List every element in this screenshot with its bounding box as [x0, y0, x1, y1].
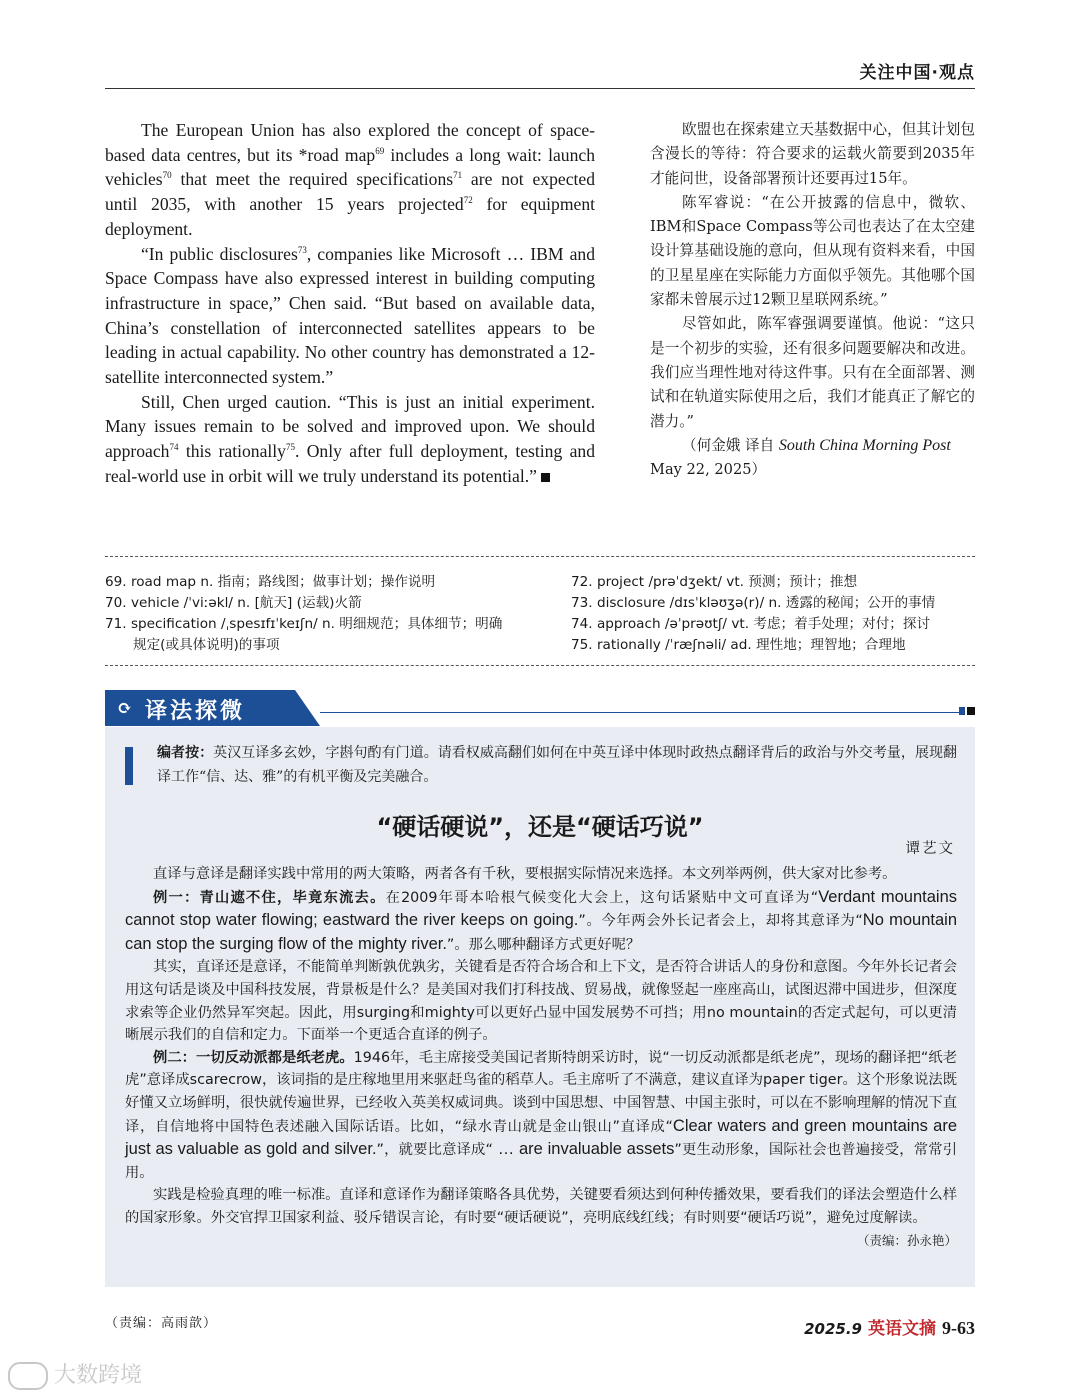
page-footer — [804, 1314, 975, 1339]
banner-line — [320, 712, 961, 713]
watermark — [8, 1358, 142, 1390]
section-title: 关注中国·观点 — [859, 63, 975, 83]
article-paragraph: 例一：青山遮不住，毕竟东流去。在2009年哥本哈根气候变化大会上，这句话紧贴中文可直译为“Verdant mountains cannot stop water flowing; eastward the river keeps on going.”。今年两会外长记者会上，却将其意译为“No mountain can stop the surging flow of the mighty river.”。那么哪种翻译方式更好呢？ — [125, 887, 958, 953]
header-rule — [105, 88, 975, 89]
article-paragraph: 其实，直译还是意译，不能简单判断孰优孰劣，关键看是否符合场合和上下文，是否符合讲话人的身份和意图。今年外长记者会用这句话是谈及中国科技发展，背景板是什么？是美国对我们打科技战、贸易战，就像竖起一座座高山，试图迟滞中国进步，但深度求索等企业仍然异军突起。因此，用surging和mighty可以更好凸显中国发展势不可挡；用no mountain的否定式起句，可以更清晰展示我们的自信和定力。下面举一个更适合直译的例子。 — [125, 959, 957, 1044]
english-paragraph-2: “In public disclosures$^{73}$, companies like Microsoft … IBM and Space Compass have also expressed interest in building computing infrastructure in space,” Chen said. “But based on available data, China’s constellation of interconnected satellites appears to be leading in actual capability. No other country has demonstrated a 12-satellite interconnected system.” — [105, 243, 596, 388]
article-paragraph: 例二：一切反动派都是纸老虎。1946年，毛主席接受美国记者斯特朗采访时，说“一切反动派都是纸老虎”，现场的翻译把“纸老虎”意译成scarecrow，该词指的是庄稼地里用来驱赶鸟雀的稻草人。毛主席听了不满意，建议直译为paper tiger。这个形象说法既好懂又立场鲜明，很快就传遍世界，已经收入英美权威词典。谈到中国思想、中国智慧、中国主张时，可以在不影响理解的情况下直译，自信地将中国特色表述融入国际话语。比如，“绿水青山就是金山银山”直译成“Clear waters and green mountains are just as valuable as gold and silver.”，就要比意译成“ … are invaluable assets”更生动形象，国际社会也普遍接受，常常引用。 — [125, 1049, 957, 1181]
feature-box — [105, 727, 975, 1287]
divider-bottom — [105, 665, 975, 666]
article-paragraph: 直译与意译是翻译实践中常用的两大策略，两者各有千秋，要根据实际情况来选择。本文列举两例，供大家对比参考。 — [153, 866, 897, 882]
vocab-item: 71. specification /ˌspesɪfɪˈkeɪʃn/ n. 明细规范；具体细节；明确 — [105, 616, 503, 632]
page-number: 9-63 — [942, 1318, 975, 1338]
refresh-arrows-icon: ⟳ — [117, 698, 133, 719]
box-editor-credit: （责编：孙永艳） — [856, 1232, 957, 1248]
chinese-paragraph-1: 欧盟也在探索建立天基数据中心，但其计划包含漫长的等待：符合要求的运载火箭要到2035年才能问世，设备部署预计还要再过15年。 — [650, 121, 975, 187]
chinese-column — [650, 118, 975, 482]
english-column — [105, 118, 595, 489]
page-editor-credit: （责编：高雨歆） — [105, 1316, 218, 1331]
issue-number: 2025.9 — [804, 1320, 862, 1338]
vocab-item: 70. vehicle /ˈviːəkl/ n. [航天] (运载)火箭 — [105, 595, 362, 611]
credit-date: May 22, 2025） — [650, 461, 767, 479]
vocab-list-right — [571, 572, 935, 656]
article-body — [125, 863, 957, 1252]
chinese-paragraph-2: 陈军睿说：“在公开披露的信息中，微软、IBM和Space Compass等公司也表达了在太空建设计算基础设施的意向，但从现有资料来看，中国的卫星星座在实际能力方面似乎领先。其他哪个国家都未曾展示过12颗卫星联网系统。” — [650, 193, 975, 309]
magazine-name: 英语文摘 — [868, 1319, 936, 1339]
divider-top — [105, 556, 975, 557]
end-mark-icon — [541, 473, 550, 482]
english-paragraph-1: The European Union has also explored the concept of space-based data centres, but its *road map$^{69}$ includes a long wait: launch vehicles$^{70}$ that meet the required specifications$^{71}$ are not expected until 2035, with another 15 years projected$^{72}$ for equipment deployment. — [105, 120, 596, 239]
note-accent-bar — [125, 747, 133, 785]
vocab-item: 69. road map n. 指南；路线图；做事计划；操作说明 — [105, 574, 436, 590]
section-label: 译法探微 — [145, 698, 246, 724]
vocab-item-continued: 规定(或具体说明)的事项 — [133, 637, 280, 653]
banner-square — [967, 707, 975, 715]
article-title: “硬话硬说”，还是“硬话巧说” — [376, 813, 704, 841]
editor-note: 编者按：英汉互译多玄妙，字斟句酌有门道。请看权威高翻们如何在中英互译中体现时政热点翻译背后的政治与外交考量，展现翻译工作“信、达、雅”的有机平衡及完美融合。 — [157, 745, 958, 785]
vocab-item: 74. approach /əˈprəʊtʃ/ vt. 考虑；着手处理；对付；探讨 — [571, 616, 931, 632]
english-paragraph-3: Still, Chen urged caution. “This is just an initial experiment. Many issues remain to be solved and improved upon. We should approach$^{74}$ this rationally$^{75}$. Only after full deployment, testing and real-world use in orbit will we truly understand its potential.” — [105, 391, 595, 486]
chinese-paragraph-3: 尽管如此，陈军睿强调要谨慎。他说：“这只是一个初步的实验，还有很多问题要解决和改进。我们应当理性地对待这件事。只有在全面部署、测试和在轨道实际使用之后，我们才能真正了解它的潜力。” — [650, 315, 975, 430]
translation-credit: （何金娥 译自 South China Morning Post — [682, 436, 951, 454]
article-author: 谭艺文 — [905, 841, 955, 857]
watermark-text: 大数跨境 — [54, 1363, 143, 1388]
vocab-item: 75. rationally /ˈræʃnəli/ ad. 理性地；理智地；合理地 — [571, 637, 906, 653]
vocab-item: 73. disclosure /dɪsˈkləʊʒə(r)/ n. 透露的秘闻；公开的事情 — [571, 595, 936, 611]
banner-corner-mark — [959, 707, 965, 715]
section-banner — [105, 690, 975, 726]
running-header — [105, 58, 975, 86]
article-paragraph: 实践是检验真理的唯一标准。直译和意译作为翻译策略各具优势，关键要看须达到何种传播效果，要看我们的译法会塑造什么样的国家形象。外交官捍卫国家利益、驳斥错误言论，有时要“硬话硬说”，亮明底线红线；有时则要“硬话巧说”，避免过度解读。 （责编：孙永艳） — [125, 1184, 957, 1229]
vocab-list-left — [105, 572, 502, 656]
watermark-logo-icon — [8, 1362, 48, 1390]
vocab-item: 72. project /prəˈdʒekt/ vt. 预测；预计；推想 — [571, 574, 858, 590]
